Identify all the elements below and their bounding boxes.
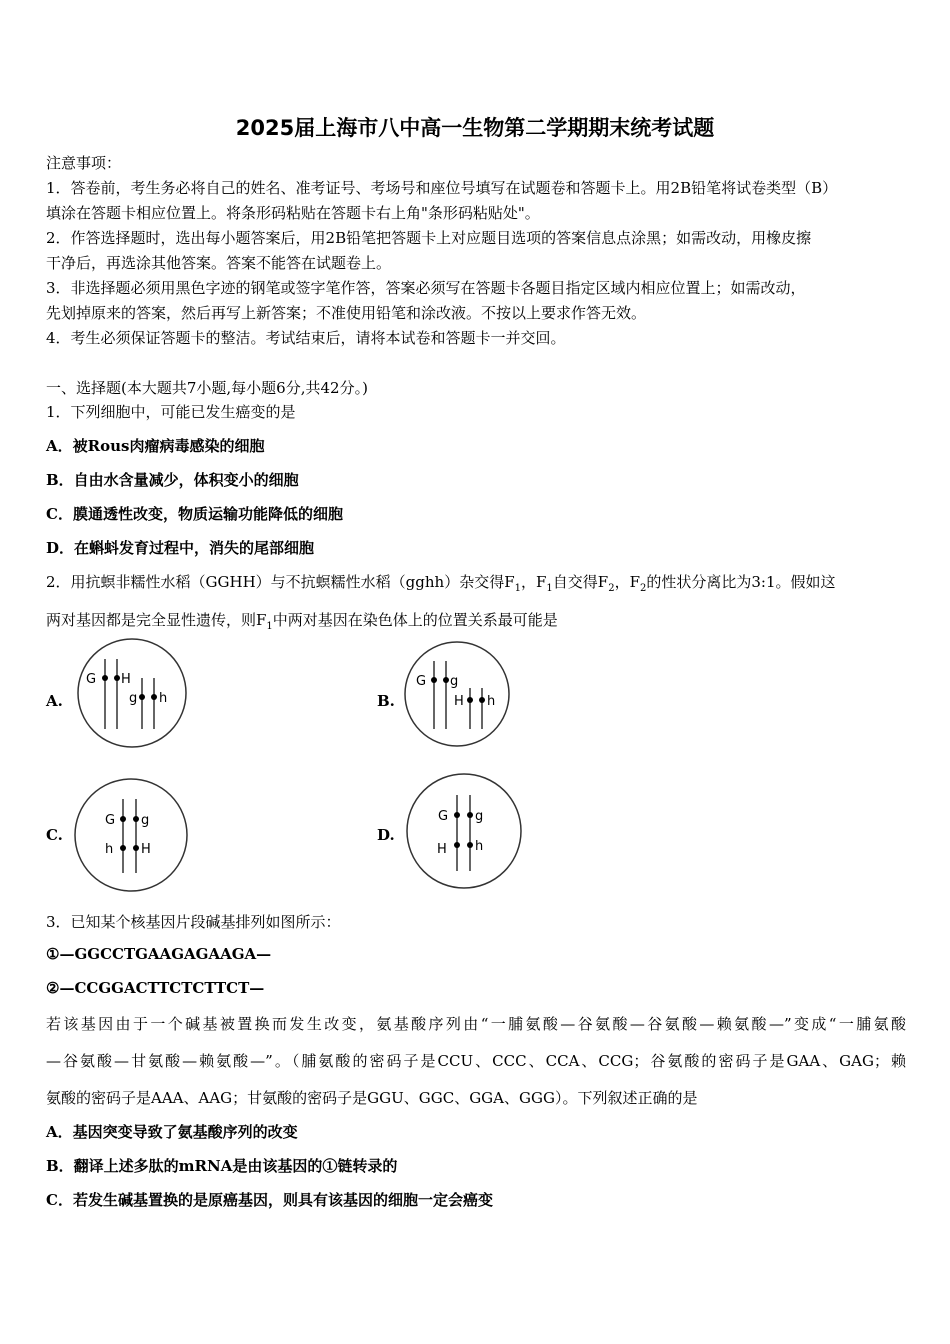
q2-option-d-label: D. (377, 826, 395, 844)
notice-line: 1．答卷前，考生务必将自己的姓名、准考证号、考场号和座位号填写在试题卷和答题卡上。用2B铅笔将试卷类型（B） (46, 179, 838, 197)
q2-option-c-label: C. (46, 826, 63, 844)
q3-option-a: A．基因突变导致了氨基酸序列的改变 (46, 1123, 298, 1141)
section-heading: 一、选择题(本大题共7小题,每小题6分,共42分。) (46, 379, 368, 397)
svg-text:h: h (105, 842, 114, 857)
q2-stem-line1: 2．用抗螟非糯性水稻（GGHH）与不抗螟糯性水稻（gghh）杂交得$F_1$，$F_1$自交得$F_2$，$F_2$的性状分离比为3:1。假如这 (46, 573, 836, 594)
q2-stem-line2: 两对基因都是完全显性遗传，则$F_1$中两对基因在染色体上的位置关系最可能是 (46, 611, 558, 632)
notice-line: 干净后，再选涂其他答案。答案不能答在试题卷上。 (46, 254, 392, 272)
svg-text:h: h (487, 694, 496, 709)
q3-paragraph-line: —谷氨酸—甘氨酸—赖氨酸—”。（脯氨酸的密码子是CCU、CCC、CCA、CCG；谷氨酸的密码子是GAA、GAG；赖 (46, 1052, 906, 1070)
chromosome-diagram-c (73, 777, 189, 893)
chromosome-diagram-b (402, 640, 514, 752)
q3-option-c: C．若发生碱基置换的是原癌基因，则具有该基因的细胞一定会癌变 (46, 1191, 493, 1209)
notice-line: 4．考生必须保证答题卡的整洁。考试结束后，请将本试卷和答题卡一并交回。 (46, 329, 566, 347)
q3-paragraph-line: 若该基因由于一个碱基被置换而发生改变，氨基酸序列由“一脯氨酸—谷氨酸—谷氨酸—赖氨酸—”变成“一脯氨酸 (46, 1015, 906, 1033)
q3-sequence-2: ②—CCGGACTTCTCTTCT— (46, 979, 265, 997)
svg-text:g: g (475, 809, 484, 824)
q3-sequence-1: ①—GGCCTGAAGAGAAGA— (46, 945, 272, 963)
svg-text:H: H (121, 672, 131, 687)
notice-line: 填涂在答题卡相应位置上。将条形码粘贴在答题卡右上角"条形码粘贴处"。 (46, 204, 540, 222)
notice-line: 先划掉原来的答案，然后再写上新答案；不准使用铅笔和涂改液。不按以上要求作答无效。 (46, 304, 647, 322)
q1-option-a: A．被Rous肉瘤病毒感染的细胞 (46, 437, 265, 455)
chromosome-diagram-d (405, 773, 525, 893)
notice-heading: 注意事项： (46, 154, 122, 172)
svg-text:G: G (105, 813, 116, 828)
q3-stem: 3．已知某个核基因片段碱基排列如图所示： (46, 913, 341, 931)
chromosome-diagram-a (74, 636, 190, 750)
q3-option-b: B．翻译上述多肽的mRNA是由该基因的①链转录的 (46, 1157, 398, 1175)
svg-text:g: g (450, 674, 459, 689)
q2-option-a-label: A. (46, 692, 63, 710)
svg-text:G: G (86, 672, 97, 687)
svg-text:H: H (454, 694, 464, 709)
svg-text:g: g (141, 813, 150, 828)
svg-text:h: h (159, 691, 168, 706)
q1-stem: 1．下列细胞中，可能已发生癌变的是 (46, 403, 296, 421)
q3-paragraph-line: 氨酸的密码子是AAA、AAG；甘氨酸的密码子是GGU、GGC、GGA、GGG）。下列叙述正确的是 (46, 1089, 698, 1107)
notice-line: 3．非选择题必须用黑色字迹的钢笔或签字笔作答，答案必须写在答题卡各题目指定区域内相应位置上；如需改动， (46, 279, 806, 297)
page-title: 2025届上海市八中高一生物第二学期期末统考试题 (235, 116, 715, 140)
svg-text:g: g (129, 691, 138, 706)
svg-text:G: G (416, 674, 427, 689)
q1-option-d: D．在蝌蚪发育过程中，消失的尾部细胞 (46, 539, 315, 557)
svg-text:H: H (141, 842, 151, 857)
q2-option-b-label: B. (377, 692, 395, 710)
svg-text:H: H (437, 842, 447, 857)
q1-option-b: B．自由水含量减少，体积变小的细胞 (46, 471, 299, 489)
svg-text:h: h (475, 839, 484, 854)
notice-line: 2．作答选择题时，选出每小题答案后，用2B铅笔把答题卡上对应题目选项的答案信息点涂黑；如需改动，用橡皮擦 (46, 229, 812, 247)
svg-text:G: G (438, 809, 449, 824)
q1-option-c: C．膜通透性改变，物质运输功能降低的细胞 (46, 505, 343, 523)
